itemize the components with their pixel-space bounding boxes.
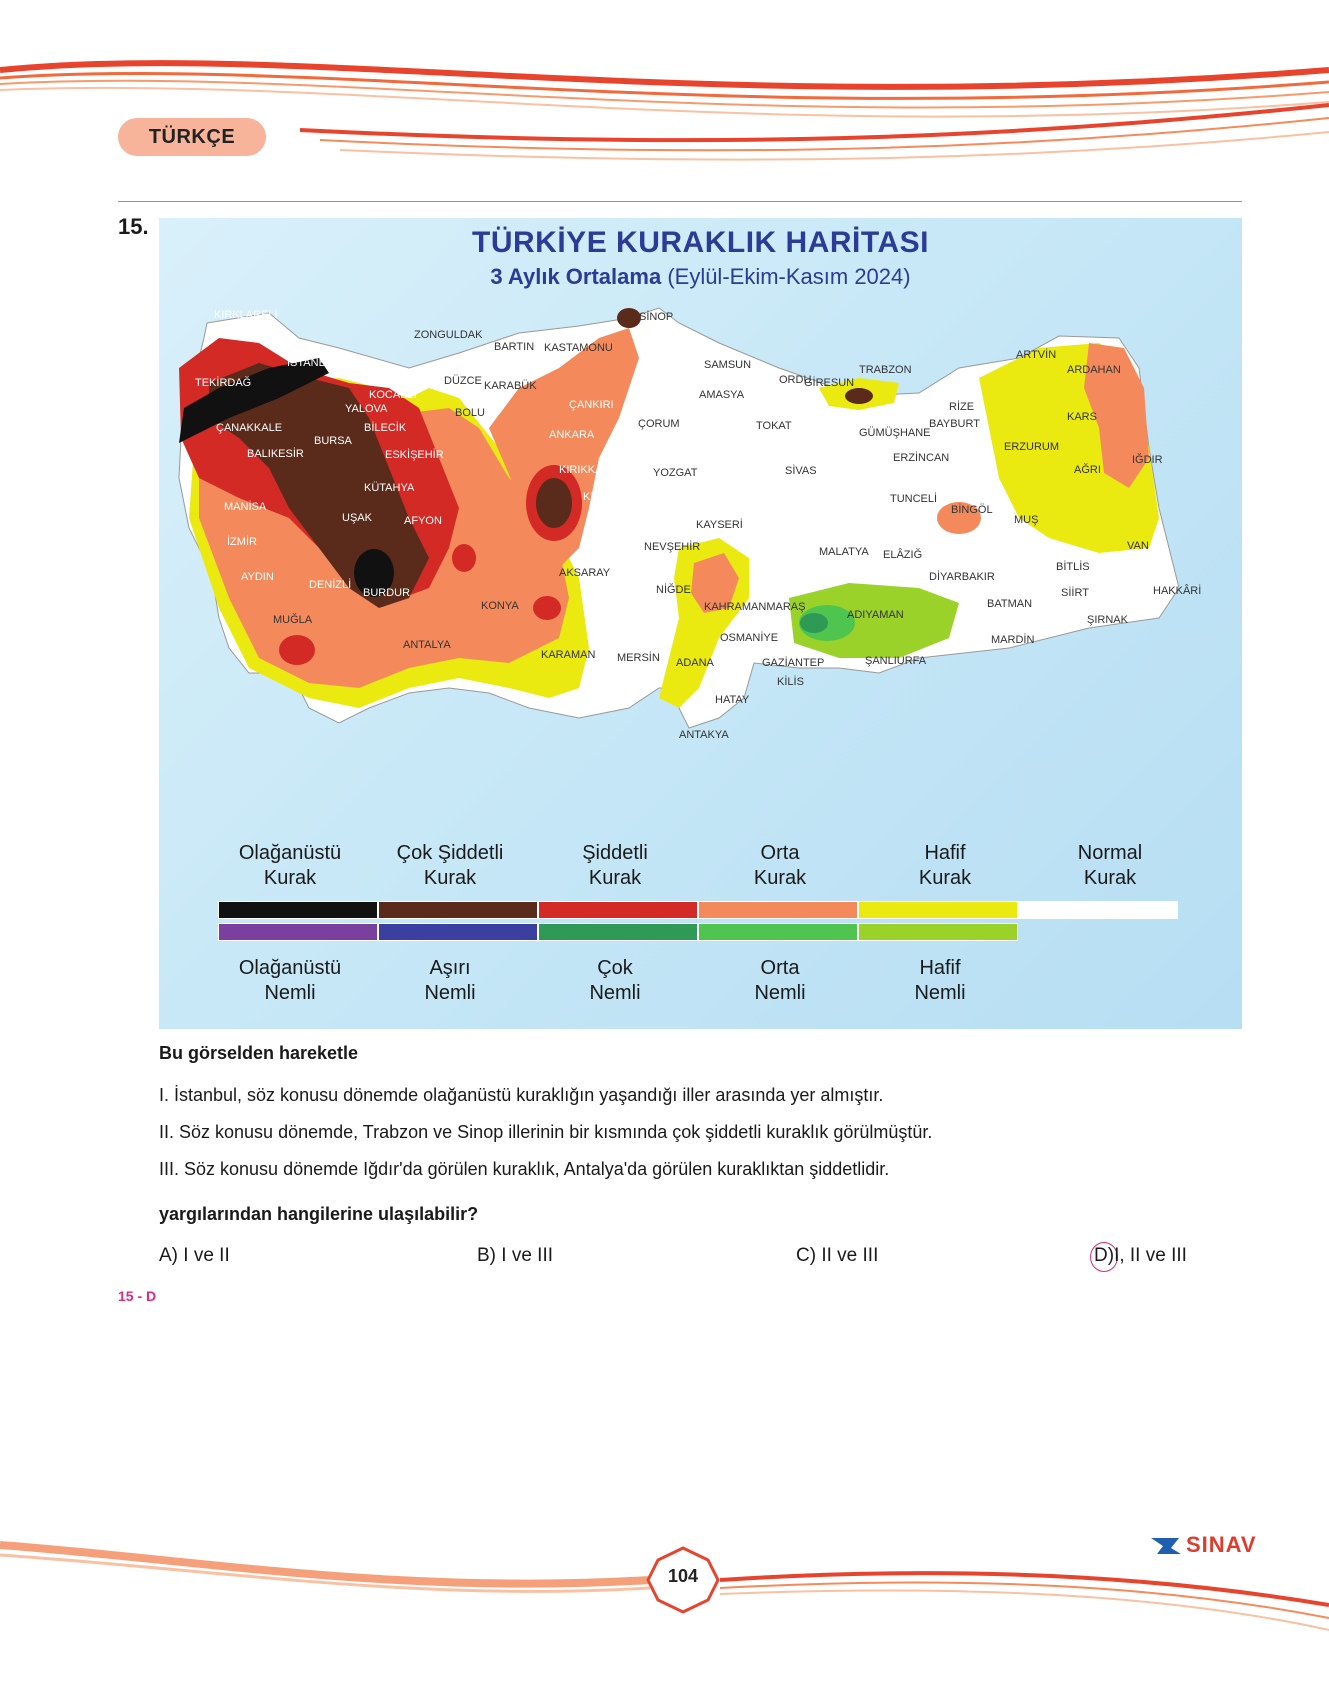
legend-swatch-olaganustu-kurak — [218, 901, 378, 919]
city-label: NEVŞEHİR — [644, 541, 701, 553]
city-label: KİLİS — [777, 676, 804, 688]
zone-siddetli-kurak-aksaray — [533, 596, 561, 620]
legend-label-orta-nemli: Orta Nemli — [754, 957, 806, 1004]
zone-siddetli-kurak-mugla — [279, 635, 315, 665]
city-label: ÇANAKKALE — [216, 422, 283, 434]
divider — [118, 201, 1242, 202]
legend-swatch-cok-nemli — [538, 923, 698, 941]
city-label: İSTANBUL — [287, 357, 340, 369]
city-label: KÜTAHYA — [364, 482, 415, 494]
choice-text: I, II ve III — [1114, 1245, 1187, 1266]
city-label: GÜMÜŞHANE — [859, 427, 931, 439]
city-label: AYDIN — [241, 571, 274, 583]
question-number: 15. — [118, 214, 149, 239]
city-label: UŞAK — [342, 512, 372, 524]
drought-map-figure — [159, 218, 1242, 1029]
subject-badge: TÜRKÇE — [118, 118, 266, 156]
map-title: TÜRKİYE KURAKLIK HARİTASI — [472, 226, 929, 259]
city-label: ERZURUM — [1004, 441, 1059, 453]
choice-d[interactable] — [1094, 1245, 1187, 1267]
city-label: KASTAMONU — [544, 342, 613, 354]
city-label: GİRESUN — [804, 377, 855, 389]
city-label: SİVAS — [785, 465, 817, 477]
legend-swatch-hafif-kurak — [858, 901, 1018, 919]
city-label: BURDUR — [363, 587, 411, 599]
city-label: AFYON — [404, 515, 442, 527]
city-label: SAKARYA — [371, 372, 422, 384]
city-label: ANKARA — [549, 429, 595, 441]
city-label: KARABÜK — [484, 380, 537, 392]
city-label: HATAY — [715, 694, 750, 706]
statement-2: II. Söz konusu dönemde, Trabzon ve Sinop illerinin bir kısmında çok şiddetli kuraklık görülmüştür. — [159, 1122, 933, 1142]
legend-label-olaganustu-nemli: Olağanüstü Nemli — [238, 957, 342, 1004]
city-label: KIRIKKALE — [559, 464, 616, 476]
turkey-map — [159, 218, 1242, 798]
choice-text: I ve II — [183, 1245, 230, 1266]
city-label: YALOVA — [345, 403, 388, 415]
city-label: SAMSUN — [704, 359, 752, 371]
legend-swatch-orta-nemli — [698, 923, 858, 941]
choice-letter: C) — [796, 1245, 817, 1266]
legend-label-siddetli-kurak: Şiddetli Kurak — [582, 842, 648, 889]
city-label: BİNGÖL — [951, 504, 993, 516]
city-label: MARDİN — [991, 634, 1035, 646]
city-label: ERZİNCAN — [893, 452, 950, 464]
city-label: TUNCELİ — [890, 493, 938, 505]
brand-name: SINAV — [1186, 1532, 1257, 1557]
legend-label-normal-kurak: Normal Kurak — [1077, 842, 1143, 889]
city-label: KAHRAMANMARAŞ — [704, 601, 806, 613]
city-label: BURSA — [314, 435, 352, 447]
city-label: MERSİN — [617, 652, 660, 664]
choice-text: I ve III — [501, 1245, 554, 1266]
zone-siddetli-kurak-konya — [452, 544, 476, 572]
city-label: BOLU — [455, 407, 485, 419]
city-label: KONYA — [481, 600, 519, 612]
city-label: IĞDIR — [1132, 454, 1163, 466]
city-label: ESKİŞEHİR — [385, 449, 444, 461]
city-label: MANİSA — [224, 501, 267, 513]
choice-letter: B) — [477, 1245, 496, 1266]
legend-label-asiri-nemli: Aşırı Nemli — [424, 957, 476, 1004]
city-label: BİTLİS — [1056, 561, 1090, 573]
legend-swatch-normal-kurak — [1018, 901, 1178, 919]
city-label: ZONGULDAK — [414, 329, 483, 341]
city-label: AMASYA — [699, 389, 745, 401]
city-label: RİZE — [949, 401, 975, 413]
choice-text: II ve III — [821, 1245, 879, 1266]
city-label: DİYARBAKIR — [929, 571, 995, 583]
city-label: KARS — [1067, 411, 1097, 423]
city-label: VAN — [1127, 540, 1149, 552]
legend-swatch-siddetli-kurak — [538, 901, 698, 919]
city-label: KAYSERİ — [696, 519, 743, 531]
city-label: OSMANİYE — [720, 632, 779, 644]
city-label: ADIYAMAN — [847, 609, 904, 621]
answer-key: 15 - D — [118, 1288, 157, 1304]
legend-swatch-orta-kurak — [698, 901, 858, 919]
choice-letter: D) — [1094, 1245, 1115, 1266]
city-label: BİLECİK — [364, 422, 407, 434]
city-label: BATMAN — [987, 598, 1033, 610]
zone-cok-siddetli-kurak-kirikkale — [536, 478, 572, 528]
city-label: BAYBURT — [929, 418, 980, 430]
legend-label-hafif-kurak: Hafif Kurak — [918, 842, 972, 889]
city-label: ŞIRNAK — [1087, 614, 1128, 626]
city-label: KOCAELİ — [369, 389, 417, 401]
city-label: AĞRI — [1074, 464, 1101, 476]
city-label: ANTALYA — [403, 639, 451, 651]
question-lead: Bu görselden hareketle — [159, 1043, 359, 1063]
map-subtitle-bold: 3 Aylık Ortalama — [490, 264, 662, 289]
header-swoosh — [0, 0, 1329, 190]
choice-b[interactable] — [477, 1245, 553, 1267]
city-label: ORDU — [779, 374, 812, 386]
legend-swatch-asiri-nemli — [378, 923, 538, 941]
city-label: KARAMAN — [541, 649, 596, 661]
city-label: ARTVİN — [1016, 349, 1057, 361]
city-label: TOKAT — [756, 420, 792, 432]
legend-swatch-hafif-nemli — [858, 923, 1018, 941]
city-label: DÜZCE — [444, 375, 482, 387]
city-label: ELÂZIĞ — [883, 549, 923, 561]
zone-cok-siddetli-kurak-sinop — [617, 308, 641, 328]
city-label: SİİRT — [1061, 587, 1089, 599]
map-subtitle-period: (Eylül-Ekim-Kasım 2024) — [667, 264, 911, 289]
legend-label-orta-kurak: Orta Kurak — [753, 842, 807, 889]
legend-swatch-olaganustu-nemli — [218, 923, 378, 941]
city-label: İZMİR — [227, 536, 257, 548]
choice-letter: A) — [159, 1245, 178, 1266]
zone-cok-siddetli-kurak-trabzon — [845, 388, 873, 404]
legend-label-cok-nemli: Çok Nemli — [589, 957, 641, 1004]
city-label: MUĞLA — [273, 614, 313, 626]
brand-logo-icon — [1149, 1534, 1183, 1558]
question-tail: yargılarından hangilerine ulaşılabilir? — [159, 1204, 479, 1224]
city-label: NİĞDE — [656, 584, 691, 596]
city-label: MUŞ — [1014, 514, 1039, 526]
city-label: DENİZLİ — [309, 579, 352, 591]
city-label: BARTIN — [494, 341, 535, 353]
city-label: BALIKESİR — [247, 448, 304, 460]
legend-swatch-cok-siddetli-kurak — [378, 901, 538, 919]
city-label: ANTAKYA — [679, 729, 729, 741]
choice-a[interactable] — [159, 1245, 230, 1267]
statement-1: I. İstanbul, söz konusu dönemde olağanüstü kuraklığın yaşandığı iller arasında yer almıştır. — [159, 1085, 884, 1105]
city-label: KIRŞEHİR — [583, 491, 635, 503]
city-label: KIRKLARELİ — [214, 309, 278, 321]
zone-cok-nemli — [800, 613, 828, 633]
city-label: MALATYA — [819, 546, 869, 558]
legend-label-hafif-nemli: Hafif Nemli — [914, 957, 966, 1004]
choice-c[interactable] — [796, 1245, 878, 1267]
city-label: ŞANLIURFA — [865, 655, 927, 667]
city-label: ÇORUM — [638, 418, 680, 430]
city-label: ADANA — [676, 657, 714, 669]
city-label: YOZGAT — [653, 467, 698, 479]
city-label: EDİRNE — [239, 326, 281, 338]
legend-label-cok-siddetli-kurak: Çok Şiddetli Kurak — [396, 842, 504, 889]
city-label: SİNOP — [639, 311, 674, 323]
city-label: TRABZON — [859, 364, 912, 376]
city-label: AKSARAY — [559, 567, 611, 579]
city-label: ARDAHAN — [1067, 364, 1121, 376]
legend-label-olaganustu-kurak: Olağanüstü Kurak — [238, 842, 342, 889]
statement-3: III. Söz konusu dönemde Iğdır'da görülen kuraklık, Antalya'da görülen kuraklıktan şiddetlidir. — [159, 1159, 890, 1179]
city-label: HAKKÂRİ — [1153, 585, 1202, 597]
city-label: ÇANKIRI — [569, 399, 614, 411]
city-label: GAZİANTEP — [762, 657, 825, 669]
page-number: 104 — [667, 1565, 699, 1586]
city-label: TEKİRDAĞ — [195, 377, 252, 389]
